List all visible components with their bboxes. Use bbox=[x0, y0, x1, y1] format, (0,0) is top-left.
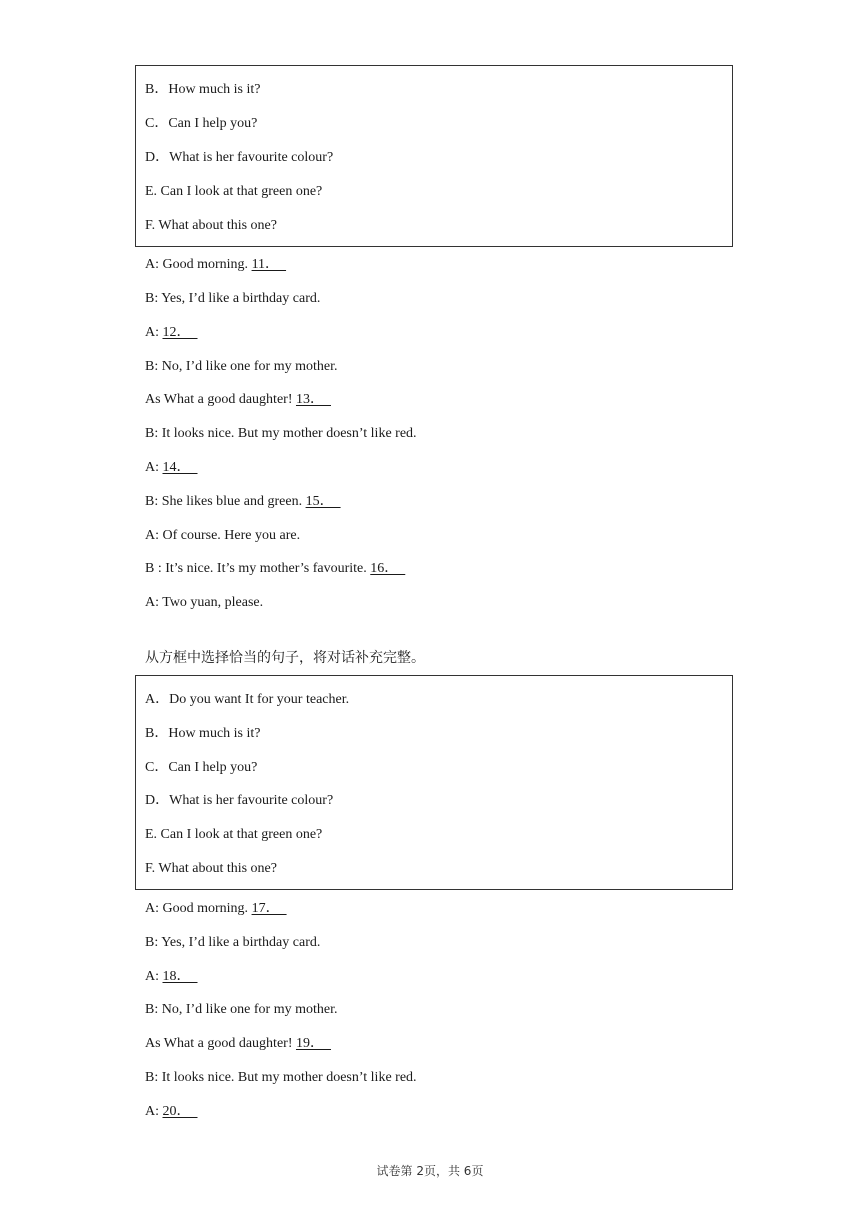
line-text: B: It looks nice. But my mother doesn’t like red. bbox=[145, 1070, 417, 1085]
line-text: As What a good daughter! bbox=[145, 392, 296, 407]
line-text: B: No, I’d like one for my mother. bbox=[145, 1002, 338, 1017]
option-f: F. What about this one? bbox=[145, 861, 277, 876]
answer-blank[interactable]: 12． bbox=[162, 325, 198, 340]
line-text: B: She likes blue and green. bbox=[145, 494, 306, 509]
answer-blank[interactable]: 11． bbox=[251, 257, 287, 272]
answer-blank[interactable]: 16． bbox=[370, 561, 406, 576]
line-text: As What a good daughter! bbox=[145, 1036, 296, 1051]
answer-blank[interactable]: 18． bbox=[162, 969, 198, 984]
dialogue-line bbox=[145, 1001, 337, 1019]
line-text: A: Good morning. bbox=[145, 257, 252, 272]
option-e: E. Can I look at that green one? bbox=[145, 827, 323, 842]
dialogue-line bbox=[145, 290, 320, 308]
line-text: B: Yes, I’d like a birthday card. bbox=[145, 935, 321, 950]
options-box-1 bbox=[135, 65, 733, 247]
dialogue-line bbox=[145, 256, 286, 274]
dialogue-line bbox=[145, 358, 337, 376]
option-d: D．What is her favourite colour? bbox=[145, 150, 334, 165]
option-c: C．Can I help you? bbox=[145, 760, 258, 775]
answer-blank[interactable]: 14． bbox=[162, 460, 198, 475]
line-text: B: No, I’d like one for my mother. bbox=[145, 359, 338, 374]
option-f: F. What about this one? bbox=[145, 218, 277, 233]
line-text: B: Yes, I’d like a birthday card. bbox=[145, 291, 321, 306]
answer-blank[interactable]: 19． bbox=[295, 1036, 331, 1051]
answer-blank[interactable]: 17． bbox=[251, 901, 287, 916]
answer-blank[interactable]: 13． bbox=[295, 392, 331, 407]
dialogue-line bbox=[145, 324, 198, 342]
dialogue-line bbox=[145, 900, 287, 918]
dialogue-line bbox=[145, 527, 300, 545]
dialogue-line bbox=[145, 1069, 417, 1087]
dialogue-line bbox=[145, 1035, 331, 1053]
option-a: A．Do you want It for your teacher. bbox=[145, 692, 350, 707]
option-c: C．Can I help you? bbox=[145, 116, 258, 131]
answer-blank[interactable]: 20． bbox=[162, 1104, 198, 1119]
line-text: A: Two yuan, please. bbox=[145, 595, 264, 610]
line-text: A: Of course. Here you are. bbox=[145, 528, 301, 543]
dialogue-line bbox=[145, 493, 341, 511]
line-text: B: It looks nice. But my mother doesn’t like red. bbox=[145, 426, 417, 441]
option-b: B．How much is it? bbox=[145, 82, 261, 97]
dialogue-line bbox=[145, 560, 405, 578]
answer-blank[interactable]: 15． bbox=[305, 494, 341, 509]
option-d: D．What is her favourite colour? bbox=[145, 793, 334, 808]
line-text: A: bbox=[145, 325, 163, 340]
dialogue-line bbox=[145, 1103, 198, 1121]
line-text: A: Good morning. bbox=[145, 901, 252, 916]
dialogue-line bbox=[145, 459, 198, 477]
options-box-2 bbox=[135, 675, 733, 890]
line-text: B : It’s nice. It’s my mother’s favourite. bbox=[145, 561, 371, 576]
section-instruction: 从方框中选择恰当的句子，将对话补充完整。 bbox=[145, 650, 425, 666]
page-footer: 试卷第 2页，共 6页 bbox=[376, 1164, 484, 1178]
dialogue-line bbox=[145, 968, 198, 986]
line-text: A: bbox=[145, 460, 163, 475]
line-text: A: bbox=[145, 1104, 163, 1119]
line-text: A: bbox=[145, 969, 163, 984]
option-e: E. Can I look at that green one? bbox=[145, 184, 323, 199]
dialogue-line bbox=[145, 934, 320, 952]
dialogue-line bbox=[145, 391, 331, 409]
option-b: B．How much is it? bbox=[145, 726, 261, 741]
dialogue-line bbox=[145, 425, 417, 443]
dialogue-line bbox=[145, 594, 263, 612]
